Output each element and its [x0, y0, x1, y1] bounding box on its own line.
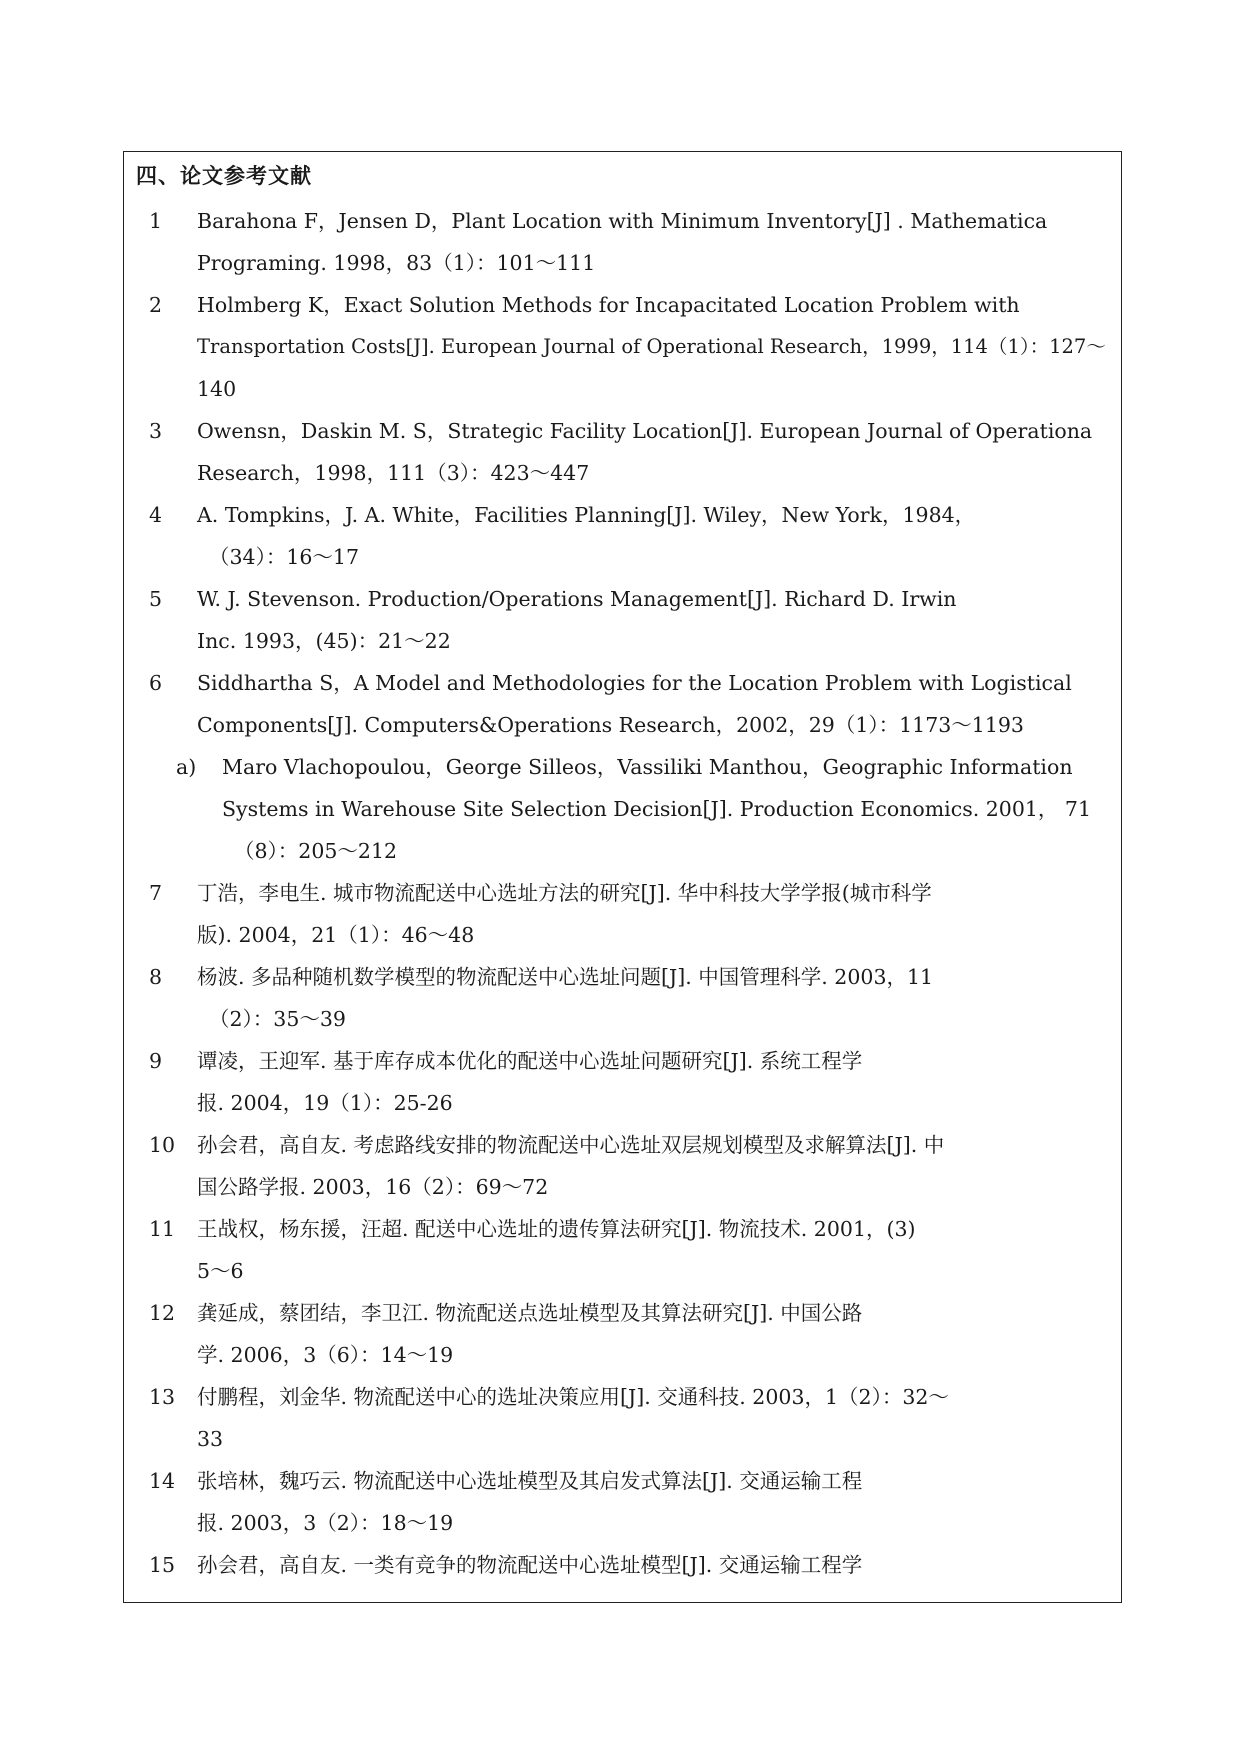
reference-number: 12	[149, 1301, 176, 1325]
reference-line: 孙会君，高自友. 考虑路线安排的物流配送中心选址双层规划模型及求解算法[J]. 中	[197, 1133, 945, 1157]
reference-line: 学. 2006，3（6）：14～19	[197, 1343, 454, 1367]
reference-line: 张培林，魏巧云. 物流配送中心选址模型及其启发式算法[J]. 交通运输工程	[197, 1469, 863, 1493]
reference-line: Barahona F，Jensen D，Plant Location with Minimum Inventory[J] . Mathematica	[197, 209, 1048, 233]
reference-line: 孙会君，高自友. 一类有竞争的物流配送中心选址模型[J]. 交通运输工程学	[197, 1553, 863, 1577]
reference-number: 11	[149, 1217, 176, 1241]
reference-number: 10	[149, 1133, 176, 1157]
reference-line: 丁浩，李电生. 城市物流配送中心选址方法的研究[J]. 华中科技大学学报(城市科学	[197, 881, 932, 905]
reference-line: 付鹏程，刘金华. 物流配送中心的选址决策应用[J]. 交通科技. 2003，1（2）：32～	[197, 1385, 949, 1409]
reference-line: W. J. Stevenson. Production/Operations Management[J]. Richard D. Irwin	[197, 587, 957, 611]
reference-line: Holmberg K，Exact Solution Methods for Incapacitated Location Problem with	[197, 293, 1020, 317]
reference-item	[124, 284, 1121, 410]
reference-line: Programing. 1998，83（1）：101～111	[197, 251, 596, 275]
reference-number: 7	[149, 881, 163, 905]
reference-line: 报. 2004，19（1）：25-26	[197, 1091, 453, 1115]
reference-item	[124, 1544, 1121, 1586]
reference-number: 14	[149, 1469, 176, 1493]
reference-line: Research，1998，111（3）：423～447	[197, 461, 590, 485]
reference-item	[124, 662, 1121, 746]
reference-line: 谭凌，王迎军. 基于库存成本优化的配送中心选址问题研究[J]. 系统工程学	[197, 1049, 863, 1073]
reference-item	[124, 956, 1121, 1040]
reference-line: 报. 2003，3（2）：18～19	[197, 1511, 454, 1535]
reference-text	[222, 746, 1113, 872]
reference-text	[197, 494, 1113, 578]
reference-line: Siddhartha S，A Model and Methodologies for the Location Problem with Logistical	[197, 671, 1072, 695]
reference-line: Owensn，Daskin M. S，Strategic Facility Location[J]. European Journal of Operationa	[197, 419, 1093, 443]
reference-line: （8）：205～212	[234, 839, 398, 863]
reference-number: a)	[176, 755, 197, 779]
reference-list	[124, 200, 1121, 1586]
reference-line: 版). 2004，21（1）：46～48	[197, 923, 475, 947]
reference-text	[197, 1544, 1113, 1586]
reference-line: A. Tompkins，J. A. White，Facilities Planning[J]. Wiley，New York，1984，	[197, 503, 976, 527]
reference-line: Inc. 1993，(45)：21～22	[197, 629, 451, 653]
reference-item	[124, 494, 1121, 578]
section-heading: 四、论文参考文献	[136, 163, 312, 188]
reference-text	[197, 956, 1113, 1040]
reference-item	[124, 410, 1121, 494]
reference-text	[197, 284, 1113, 410]
reference-text	[197, 410, 1113, 494]
reference-number: 6	[149, 671, 163, 695]
reference-line: Components[J]. Computers&Operations Research，2002，29（1）：1173～1193	[197, 713, 1024, 737]
reference-line: 国公路学报. 2003，16（2）：69～72	[197, 1175, 549, 1199]
reference-text	[197, 578, 1113, 662]
reference-item	[124, 578, 1121, 662]
reference-number: 4	[149, 503, 163, 527]
reference-item	[124, 200, 1121, 284]
reference-text	[197, 1376, 1113, 1460]
reference-text	[197, 872, 1113, 956]
reference-text	[197, 1460, 1113, 1544]
reference-item	[124, 746, 1121, 872]
reference-text	[197, 662, 1113, 746]
reference-item	[124, 1124, 1121, 1208]
reference-line: 140	[197, 377, 237, 401]
reference-text	[197, 1040, 1113, 1124]
reference-number: 3	[149, 419, 163, 443]
reference-item	[124, 1292, 1121, 1376]
reference-line: （2）：35～39	[209, 1007, 346, 1031]
reference-line: 5～6	[197, 1259, 244, 1283]
reference-line: Maro Vlachopoulou，George Silleos，Vassiliki Manthou，Geographic Information	[222, 755, 1073, 779]
reference-line: Systems in Warehouse Site Selection Decision[J]. Production Economics. 2001， 71	[222, 797, 1092, 821]
reference-number: 15	[149, 1553, 176, 1577]
reference-item	[124, 1040, 1121, 1124]
reference-item	[124, 1208, 1121, 1292]
reference-line: （34）：16～17	[209, 545, 360, 569]
reference-line: Transportation Costs[J]. European Journal of Operational Research，1999，114（1）：127～	[197, 335, 1106, 358]
reference-text	[197, 1124, 1113, 1208]
reference-number: 9	[149, 1049, 163, 1073]
reference-text	[197, 1208, 1113, 1292]
reference-number: 1	[149, 209, 163, 233]
reference-line: 杨波. 多品种随机数学模型的物流配送中心选址问题[J]. 中国管理科学. 2003，11	[197, 965, 934, 989]
reference-line: 王战权，杨东援，汪超. 配送中心选址的遗传算法研究[J]. 物流技术. 2001，(3)	[197, 1217, 916, 1241]
reference-number: 2	[149, 293, 163, 317]
reference-number: 13	[149, 1385, 176, 1409]
reference-text	[197, 1292, 1113, 1376]
reference-line: 33	[197, 1427, 224, 1451]
reference-item	[124, 1460, 1121, 1544]
reference-number: 5	[149, 587, 163, 611]
reference-line: 龚延成，蔡团结，李卫江. 物流配送点选址模型及其算法研究[J]. 中国公路	[197, 1301, 863, 1325]
reference-number: 8	[149, 965, 163, 989]
references-table-cell	[123, 151, 1122, 1603]
reference-item	[124, 872, 1121, 956]
reference-text	[197, 200, 1113, 284]
reference-item	[124, 1376, 1121, 1460]
